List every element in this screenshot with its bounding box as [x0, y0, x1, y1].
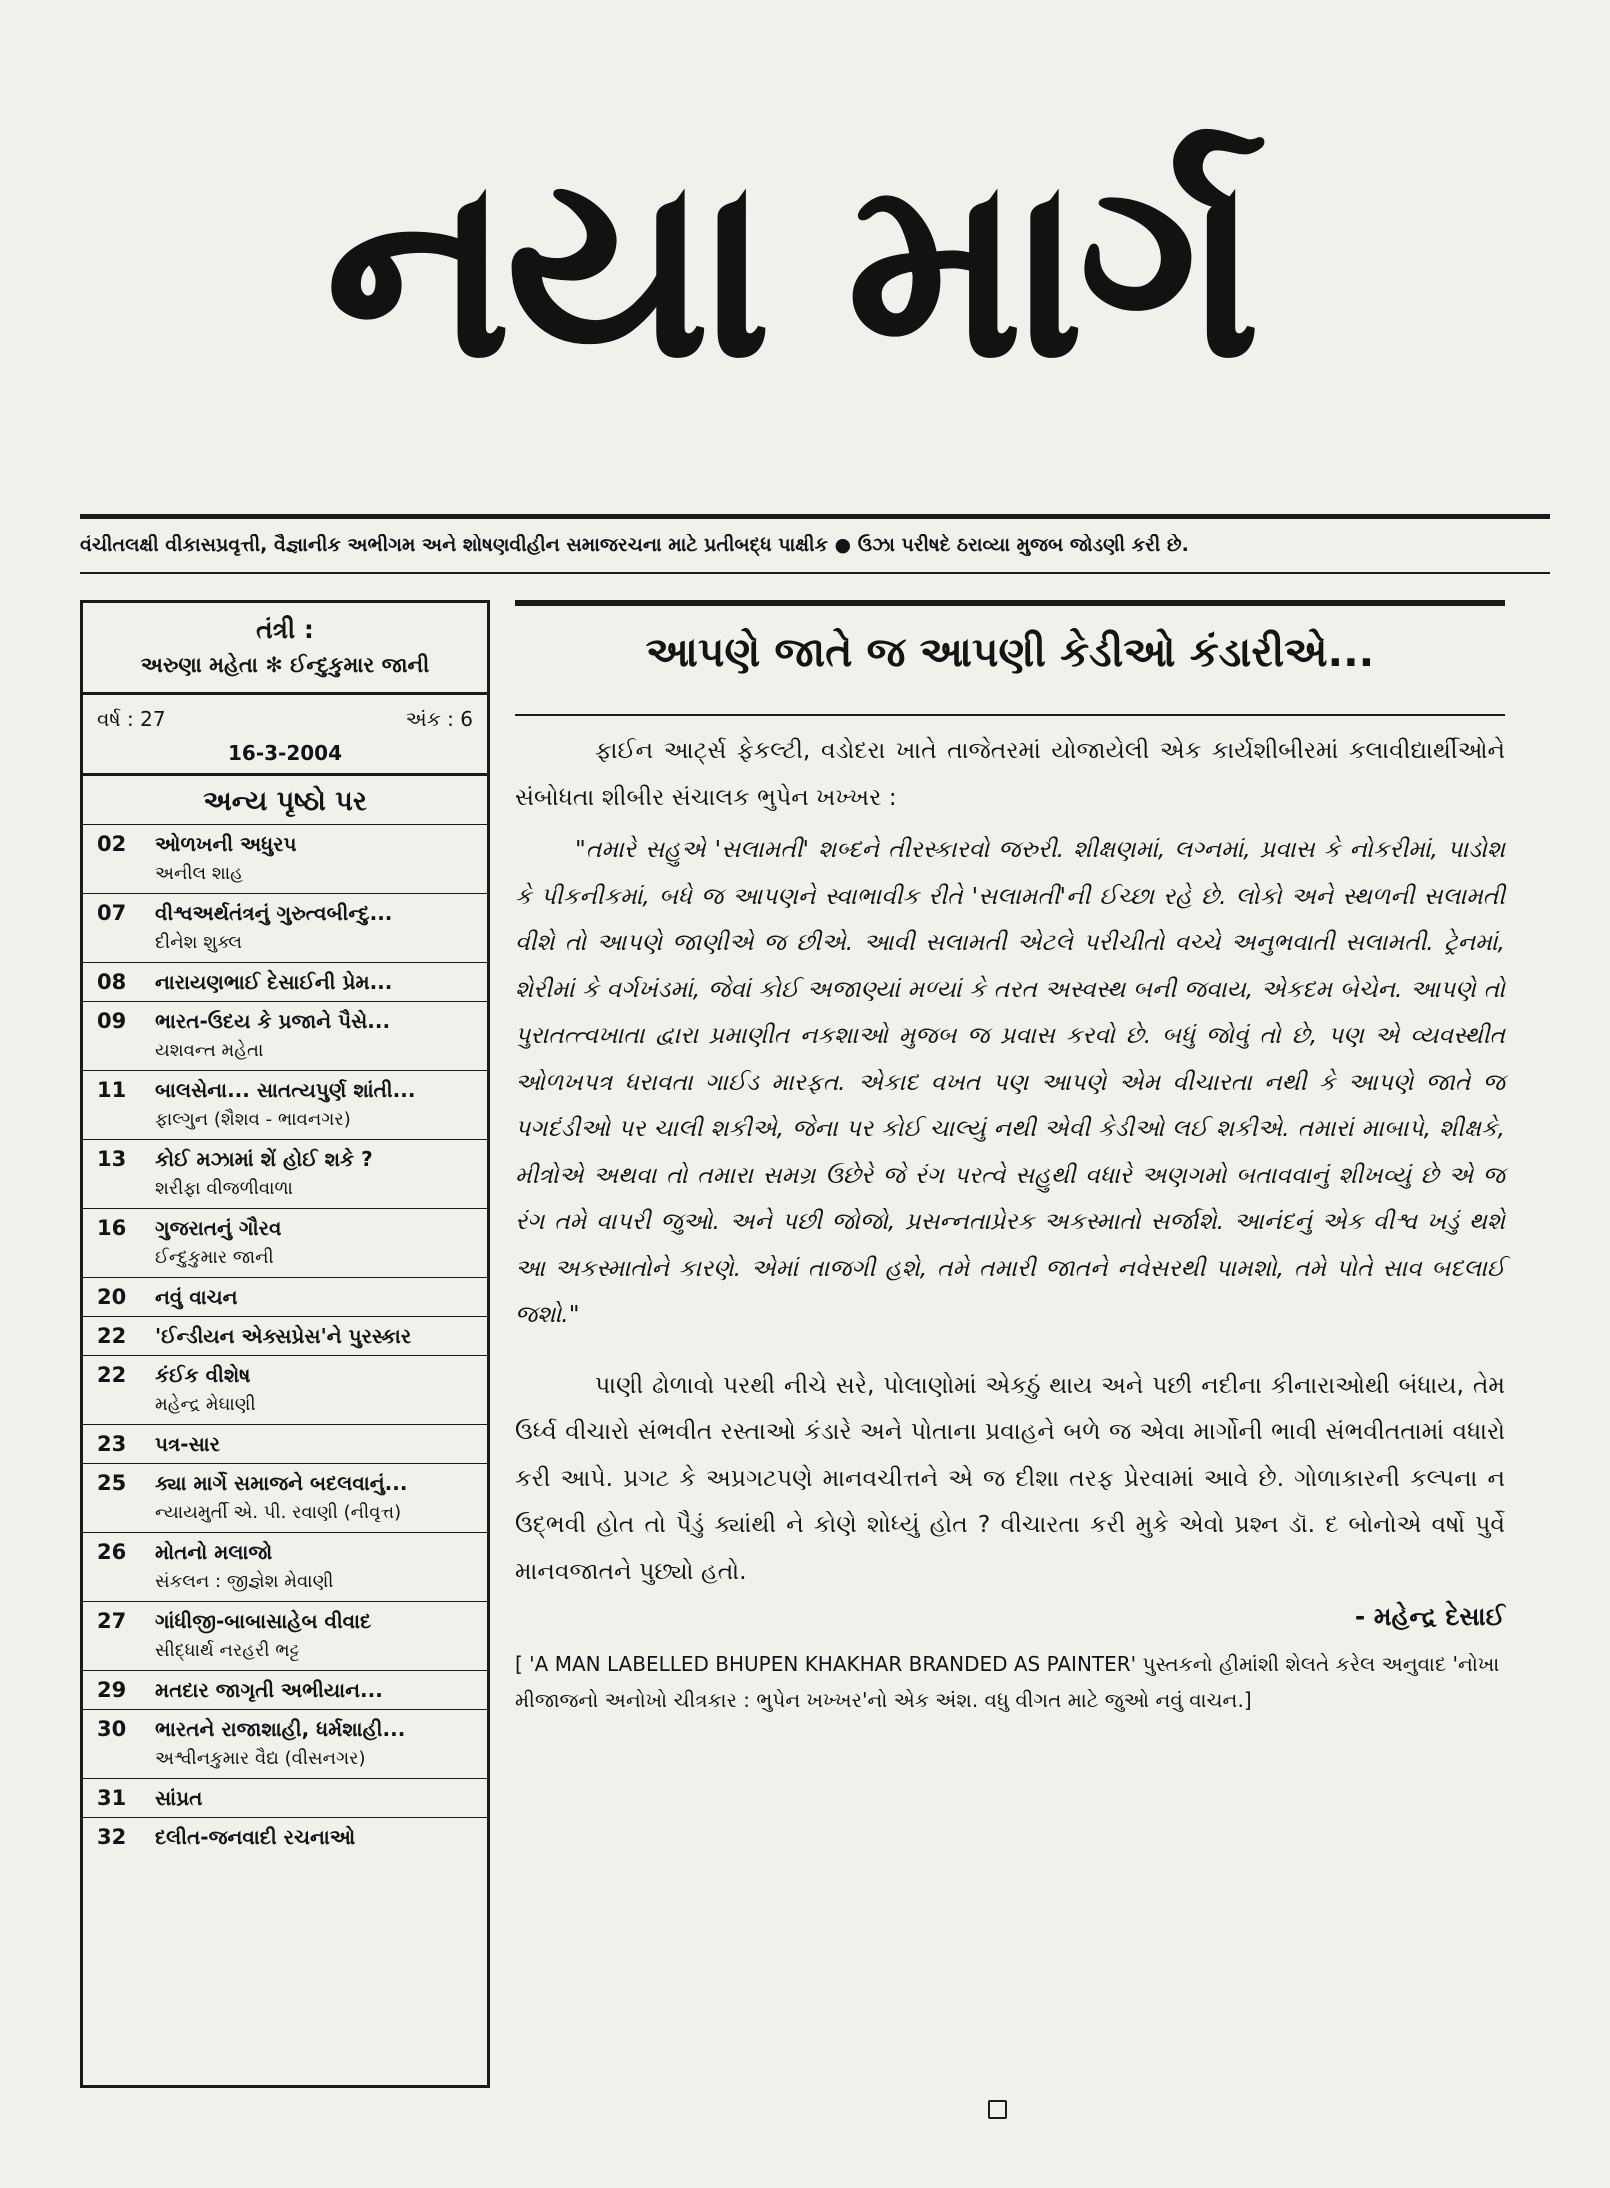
- article-body: [515, 727, 1505, 1718]
- issue-label: અંક : 6: [405, 707, 473, 731]
- toc-entry-text: [155, 829, 296, 889]
- article-quote: "તમારે સહુએ 'સલામતી' શબ્દને તીરસ્કારવો જરુરી. શીક્ષણમાં, લગ્નમાં, પ્રવાસ કે નોકરીમાં, પાડોશ કે પીકનીકમાં, બધે જ આપણને સ્વાભાવીક રીતે 'સલામતી'ની ઈચ્છા રહે છે. લોકો અને સ્થળની સલામતી વીશે તો આપણે જાણીએ જ છીએ. આવી સલામતી એટલે પરીચીતો વચ્ચે અનુભવાતી સલામતી. ટ્રેનમાં, શેરીમાં કે વર્ગખંડમાં, જેવાં કોઈ અજાણ્યાં મળ્યાં કે તરત અસ્વસ્થ બની જવાય, એકદમ બેચેન. આપણે તો પુરાતત્ત્વખાતા દ્વારા પ્રમાણીત નકશાઓ મુજબ જ પ્રવાસ કરવો છે. બધું જોવું તો છે, પણ એ વ્યવસ્થીત ઓળખપત્ર ધરાવતા ગાઈડ મારફત. એકાદ વખત પણ આપણે એમ વીચારતા નથી કે આપણે જાતે જ પગદંડીઓ પર ચાલી શકીએ, જેના પર કોઈ ચાલ્યું નથી એવી કેડીઓ લઈ શકીએ. તમારાં માબાપે, શીક્ષકે, મીત્રોએ અથવા તો તમારા સમગ્ર ઉછેરે જે રંગ પરત્વે સહુથી વધારે અણગમો બતાવવાનું શીખવ્યું છે એ જ રંગ તમે વાપરી જુઓ. અને પછી જોજો, પ્રસન્નતાપ્રેરક અકસ્માતો સર્જાશે. આનંદનું એક વીશ્વ ખડું થશે આ અકસ્માતોને કારણે. એમાં તાજગી હશે, તમે તમારી જાતને નવેસરથી પામશો, તમે પોતે સાવ બદલાઈ જશો.": [515, 835, 1505, 1328]
- toc-page-number: 22: [97, 1324, 127, 1348]
- toc-entry-text: [155, 1144, 373, 1204]
- toc-title: ભારતને રાજાશાહી, ધર્મશાહી...: [155, 1717, 406, 1741]
- toc-title: બાલસેના... સાતત્યપુર્ણ શાંતી...: [155, 1078, 416, 1102]
- year-label: વર્ષ : 27: [97, 707, 166, 731]
- toc-page-number: 31: [97, 1786, 127, 1810]
- headline: આપણે જાતે જ આપણી કેડીઓ કંડારીએ...: [645, 628, 1375, 676]
- toc-entry-text: [155, 898, 392, 958]
- toc-item: [83, 1070, 487, 1139]
- toc-title: નવું વાચન: [155, 1285, 238, 1309]
- toc-entry-text: [155, 967, 392, 997]
- toc-title: મતદાર જાગૃતી અભીયાન...: [155, 1678, 383, 1702]
- toc-page-number: 30: [97, 1717, 127, 1741]
- toc-title: ગુજરાતનું ગૌરવ: [155, 1216, 282, 1240]
- article-intro: ફાઈન આર્ટ્સ ફેકલ્ટી, વડોદરા ખાતે તાજેતરમાં યોજાયેલી એક કાર્યશીબીરમાં કલાવીદ્યાર્થીઓને સંબોધતા શીબીર સંચાલક ભુપેન ખખ્ખર :: [515, 736, 1505, 811]
- toc-item: [83, 1139, 487, 1208]
- headline-rule-top: [515, 600, 1505, 606]
- toc-page-number: 02: [97, 832, 127, 856]
- headline-rule-bottom: [515, 714, 1505, 716]
- toc-entry-text: [155, 1714, 405, 1774]
- toc-title: કોઈ મઝામાં શેં હોઈ શકે ?: [155, 1147, 373, 1171]
- toc-list: [83, 824, 487, 1856]
- toc-item: [83, 1424, 487, 1463]
- toc-item: [83, 1532, 487, 1601]
- toc-title: ગાંધીજી-બાબાસાહેબ વીવાદ: [155, 1609, 372, 1633]
- toc-item: [83, 1277, 487, 1316]
- toc-item: [83, 1601, 487, 1670]
- editor-block: [83, 603, 487, 695]
- toc-title: મોતનો મલાજો: [155, 1540, 273, 1564]
- toc-item: [83, 1208, 487, 1277]
- toc-entry-text: [155, 1006, 390, 1066]
- toc-title: નારાયણભાઈ દેસાઈની પ્રેમ...: [155, 970, 393, 994]
- toc-item: [83, 1355, 487, 1424]
- toc-page-number: 07: [97, 901, 127, 925]
- toc-title: પત્ર-સાર: [155, 1432, 221, 1456]
- toc-title: દલીત-જનવાદી રચનાઓ: [155, 1825, 356, 1849]
- toc-page-number: 16: [97, 1216, 127, 1240]
- toc-entry-text: [155, 1822, 355, 1852]
- toc-page-number: 29: [97, 1678, 127, 1702]
- toc-author: સંકલન : જીજ્ઞેશ મેવાણી: [155, 1571, 334, 1592]
- toc-item: [83, 1817, 487, 1856]
- toc-page-number: 09: [97, 1009, 127, 1033]
- tagline: વંચીતલક્ષી વીકાસપ્રવૃત્તી, વૈજ્ઞાનીક અભીગમ અને શોષણવીહીન સમાજરચના માટે પ્રતીબદ્ધ પાક્ષીક ● ઉંઝા પરીષદે ઠરાવ્યા મુજબ જોડણી કરી છે.: [80, 534, 1189, 556]
- toc-page-number: 32: [97, 1825, 127, 1849]
- article-paragraph-2: પાણી ઢોળાવો પરથી નીચે સરે, પોલાણોમાં એકઠું થાય અને પછી નદીના કીનારાઓથી બંધાય, તેમ ઉર્ધ્વ વીચારો સંભવીત રસ્તાઓ કંડારે અને પોતાના પ્રવાહને બળે જ એવા માર્ગોની ભાવી સંભવીતતામાં વધારો કરી આપે. પ્રગટ કે અપ્રગટપણે માનવચીત્તને એ જ દીશા તરફ પ્રેરવામાં આવે છે. ગોળાકારની કલ્પના ન ઉદ્ભવી હોત તો પૈડું ક્યાંથી ને કોણે શોધ્યું હોત ? વીચારતા કરી મુકે એવો પ્રશ્ન ડૉ. દ બોનોએ વર્ષો પુર્વે માનવજાતને પુછ્યો હતો.: [515, 1370, 1505, 1585]
- toc-entry-text: [155, 1213, 281, 1273]
- toc-author: સીદ્ધાર્થ નરહરી ભટ્ટ: [155, 1640, 300, 1661]
- top-rule: [80, 514, 1550, 519]
- toc-heading: અન્ય પૃષ્ઠો પર: [203, 786, 367, 817]
- toc-page-number: 20: [97, 1285, 127, 1309]
- toc-author: અનીલ શાહ: [155, 863, 243, 884]
- toc-author: શરીફા વીજળીવાળા: [155, 1178, 293, 1199]
- toc-title: વીશ્વઅર્થતંત્રનું ગુરુત્વબીન્દુ...: [155, 901, 393, 925]
- toc-author: યશવન્ત મહેતા: [155, 1040, 264, 1061]
- toc-item: [83, 1778, 487, 1817]
- toc-page-number: 13: [97, 1147, 127, 1171]
- toc-item: [83, 824, 487, 893]
- toc-entry-text: [155, 1075, 415, 1135]
- toc-title: સાંપ્રત: [155, 1786, 203, 1810]
- toc-item: [83, 1463, 487, 1532]
- toc-author: દીનેશ શુક્લ: [155, 932, 243, 953]
- toc-author: મહેન્દ્ર મેઘાણી: [155, 1394, 256, 1415]
- toc-title: ક્યા માર્ગે સમાજને બદલવાનું...: [155, 1471, 408, 1495]
- editor-label: તંત્રી :: [256, 615, 314, 644]
- issue-date: 16-3-2004: [227, 741, 342, 765]
- toc-page-number: 08: [97, 970, 127, 994]
- article-footnote: [ 'A MAN LABELLED BHUPEN KHAKHAR BRANDED AS PAINTER' પુસ્તકનો હીમાંશી શેલતે કરેલ અનુવાદ 'નોખા મીજાજનો અનોખો ચીત્રકાર : ભુપેન ખખ્ખર'નો એક અંશ. વધુ વીગત માટે જુઓ નવું વાચન.]: [515, 1652, 1500, 1712]
- toc-entry-text: [155, 1429, 220, 1459]
- editor-names: અરુણા મહેતા ✻ ઈન્દુકુમાર જાની: [140, 653, 430, 677]
- toc-title: 'ઈન્ડીયન એક્સપ્રેસ'ને પુરસ્કાર: [155, 1324, 412, 1348]
- toc-page-number: 26: [97, 1540, 127, 1564]
- toc-page-number: 11: [97, 1078, 127, 1102]
- toc-item: [83, 893, 487, 962]
- toc-item: [83, 1316, 487, 1355]
- toc-entry-text: [155, 1282, 238, 1312]
- toc-author: ઈન્દુકુમાર જાની: [155, 1247, 274, 1268]
- toc-item: [83, 1001, 487, 1070]
- end-mark-square-icon: [988, 2100, 1007, 2119]
- toc-entry-text: [155, 1360, 256, 1420]
- toc-entry-text: [155, 1321, 411, 1351]
- toc-entry-text: [155, 1675, 383, 1705]
- toc-author: ન્યાયમુર્તી એ. પી. રવાણી (નીવૃત્ત): [155, 1502, 402, 1523]
- toc-item: [83, 1670, 487, 1709]
- toc-author: અશ્વીનકુમાર વૈદ્ય (વીસનગર): [155, 1748, 366, 1769]
- toc-item: [83, 962, 487, 1001]
- toc-author: ફાલ્ગુન (શૈશવ - ભાવનગર): [155, 1109, 351, 1130]
- toc-entry-text: [155, 1537, 333, 1597]
- toc-entry-text: [155, 1606, 371, 1666]
- tagline-rule: [80, 572, 1550, 574]
- toc-page-number: 27: [97, 1609, 127, 1633]
- toc-entry-text: [155, 1783, 202, 1813]
- toc-item: [83, 1709, 487, 1778]
- toc-title: ભારત-ઉદય કે પ્રજાને પૈસે...: [155, 1009, 391, 1033]
- issue-block: [83, 695, 487, 776]
- toc-title: કંઈક વીશેષ: [155, 1363, 251, 1387]
- sidebar: [80, 600, 490, 2088]
- toc-page-number: 22: [97, 1363, 127, 1387]
- toc-page-number: 25: [97, 1471, 127, 1495]
- toc-page-number: 23: [97, 1432, 127, 1456]
- toc-entry-text: [155, 1468, 407, 1528]
- masthead-title: નયા માર્ગ: [325, 122, 1255, 413]
- article-signature: - મહેન્દ્ર દેસાઈ: [1354, 1602, 1505, 1631]
- toc-title: ઓળખની અધુરપ: [155, 832, 297, 856]
